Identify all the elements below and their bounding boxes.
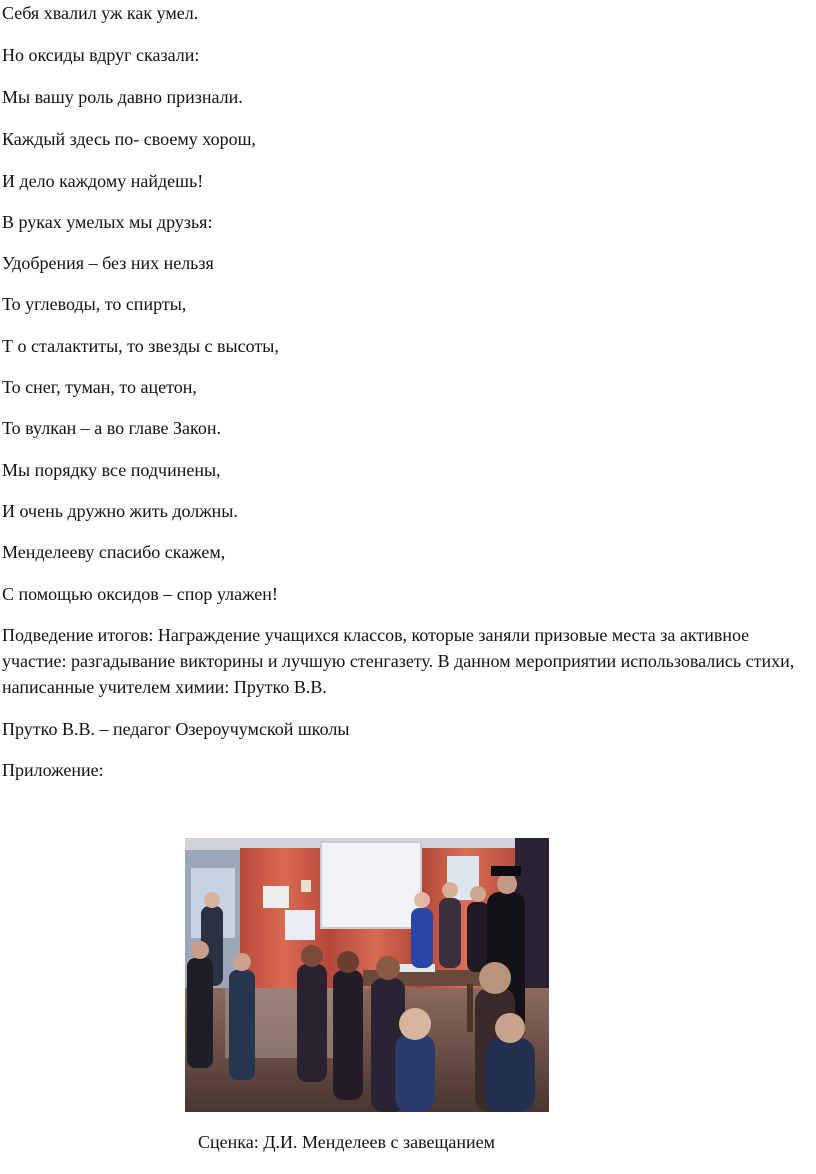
poem-line: Себя хвалил уж как умел. bbox=[2, 3, 199, 23]
poem-line: Мы порядку все подчинены, bbox=[2, 460, 221, 480]
poem-line: И очень дружно жить должны. bbox=[2, 501, 238, 521]
poem-line: То вулкан – а во главе Закон. bbox=[2, 418, 221, 438]
poem-line: То углеводы, то спирты, bbox=[2, 294, 187, 314]
event-photo bbox=[185, 838, 549, 1112]
appendix-label: Приложение: bbox=[2, 760, 104, 780]
poem-line: Т о сталактиты, то звезды с высоты, bbox=[2, 336, 279, 356]
poem-line: И дело каждому найдешь! bbox=[2, 171, 204, 191]
author-line: Прутко В.В. – педагог Озероучумской школы bbox=[2, 719, 350, 739]
poem-line: В руках умелых мы друзья: bbox=[2, 212, 213, 232]
summary-paragraph: Подведение итогов: Награждение учащихся классов, которые заняли призовые места за активное участие: разгадывание викторины и лучшую стенгазету. В данном мероприятии использовались стихи, написанные учителем химии: Прутко В.В. bbox=[2, 625, 795, 697]
poem-line: То снег, туман, то ацетон, bbox=[2, 377, 197, 397]
photo-caption: Сценка: Д.И. Менделеев с завещанием bbox=[198, 1132, 495, 1152]
poem-line: Но оксиды вдруг сказали: bbox=[2, 45, 200, 65]
poem-line: Мы вашу роль давно признали. bbox=[2, 87, 243, 107]
poem-line: С помощью оксидов – спор улажен! bbox=[2, 584, 278, 604]
poem-line: Удобрения – без них нельзя bbox=[2, 253, 214, 273]
poem-line: Каждый здесь по- своему хорош, bbox=[2, 129, 256, 149]
poem-line: Менделееву спасибо скажем, bbox=[2, 542, 226, 562]
